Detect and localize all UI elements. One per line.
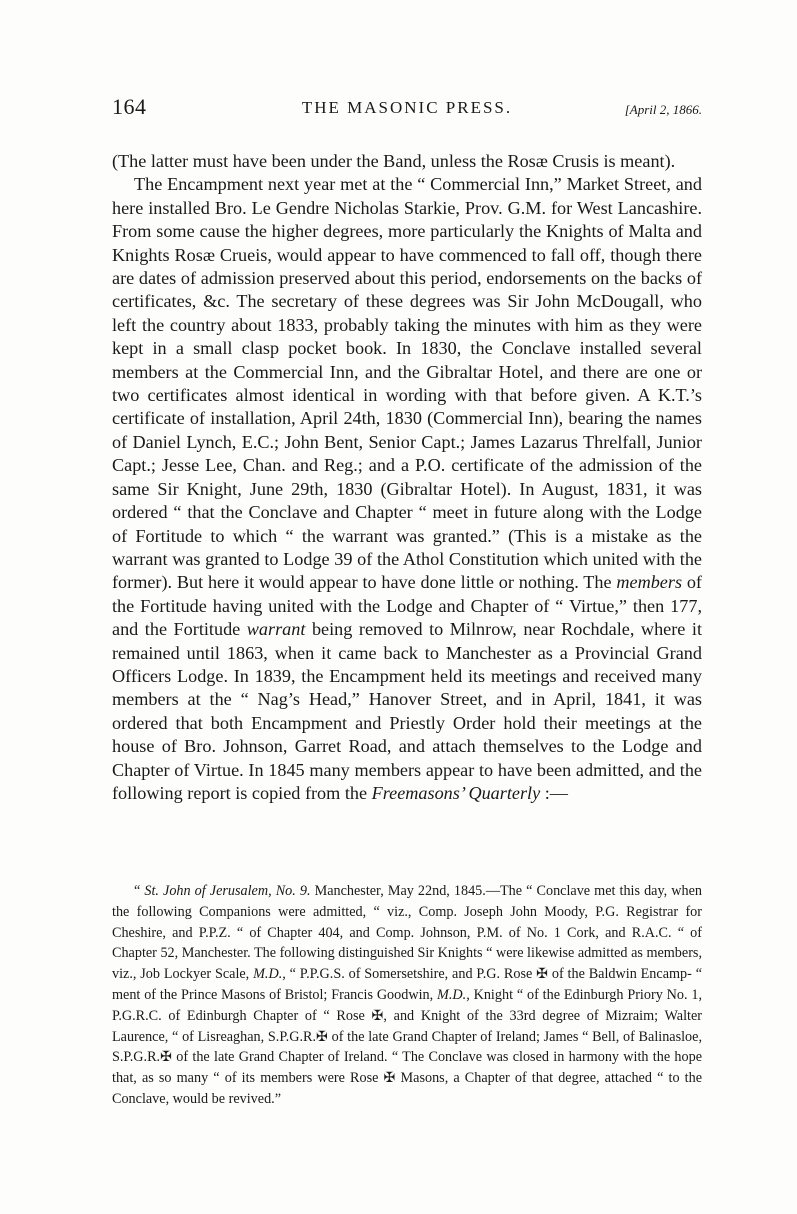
emphasis-members: members	[616, 572, 683, 593]
quote-md-2: M.D.,	[437, 986, 470, 1003]
emphasis-warrant: warrant	[246, 619, 306, 640]
quote-lodge-name: St. John of Jerusalem, No. 9.	[144, 883, 311, 899]
paragraph-2-part-d: :—	[540, 782, 568, 803]
quote-md-1: M.D.,	[253, 966, 286, 983]
quote-part-c: Knight “ of the Edinburgh Priory No. 1, P.G.R.C. of Edinburgh Chapter of “ Rose ✠, and Knight of the 33rd degree of Mizraim; Walter Laurence, “ of Lisreaghan, S.P.G.R.✠ of the late Grand Chapter of Ireland; James “ Bell, of Balinasloe, S.P.G.R.✠ of the late Grand Chapter of Ireland. “ The Conclave was closed in harmony with the hope that, as so many “ of its members were Rose ✠ Masons, a Chapter of that degree, attached “ to the Conclave, would be revived.”	[112, 986, 703, 1107]
paragraph-2-part-c: being removed to Milnrow, near Rochdale, where it remained until 1863, when it came back to Manchester as a Provincial Grand Officers Lodge. In 1839, the Encampment held its meetings and received many members at the “ Nag’s Head,” Hanover Street, and in April, 1841, it was ordered that both Encampment and Priestly Order hold their meetings at the house of Bro. Johnson, Garret Road, and attach themselves to the Lodge and Chapter of Virtue. In 1845 many members appear to have been admitted, and the following report is copied from the	[112, 619, 703, 803]
body-text	[112, 150, 702, 805]
paragraph-2-part-a: The Encampment next year met at the “ Commercial Inn,” Market Street, and here installed Bro. Le Gendre Nicholas Starkie, Prov. G.M. for West Lancashire. From some cause the higher degrees, more particularly the Knights of Malta and Knights Rosæ Crueis, would appear to have commenced to fall off, though there are dates of admission preserved about this period, endorsements on the backs of certificates, &c. The secretary of these degrees was Sir John McDougall, who left the country about 1833, probably taking the minutes with him as they were kept in a small clasp pocket book. In 1830, the Conclave installed several members at the Commercial Inn, and the Gibraltar Hotel, and there are one or two certificates almost identical in wording with that before given. A K.T.’s certificate of installation, April 24th, 1830 (Commercial Inn), bearing the names of Daniel Lynch, E.C.; John Bent, Senior Capt.; James Lazarus Threlfall, Junior Capt.; Jesse Lee, Chan. and Reg.; and a P.O. certificate of the admission of the same Sir Knight, June 29th, 1830 (Gibraltar Hotel). In August, 1831, it was ordered “ that the Conclave and Chapter “ meet in future along with the Lodge of Fortitude to which “ the warrant was granted.” (This is a mistake as the warrant was granted to Lodge 39 of the Athol Constitution which united with the former). But here it would appear to have done little or nothing. The	[112, 174, 702, 593]
paragraph-2	[112, 173, 702, 805]
quote-open: “	[134, 883, 145, 899]
quote-part-a: Manchester, May 22nd, 1845.—The “ Conclave met this day, when the following Companions were admitted, “ viz., Comp. Joseph John Moody, P.G. Registrar for Cheshire, and P.P.Z. “ of Chapter 404, and Comp. Johnson, P.M. of No. 1 Cork, and R.A.C. “ of Chapter 52, Manchester. The following distinguished Sir Knights “ were likewise admitted as members, viz., Job Lockyer Scale,	[112, 883, 702, 983]
paragraph-2-part-b: of the Fortitude having united with the Lodge and Chapter of “ Virtue,” then 177, and the Fortitude	[112, 572, 702, 640]
quote-part-b: “ P.P.G.S. of Somersetshire, and P.G. Rose ✠ of the Baldwin Encamp- “ ment of the Prince Masons of Bristol; Francis Goodwin,	[112, 966, 702, 1003]
source-title: Freemasons’ Quarterly	[371, 782, 541, 803]
page-header	[112, 94, 702, 124]
quoted-report	[112, 881, 702, 1110]
paragraph-1: (The latter must have been under the Band, unless the Rosæ Crusis is meant).	[112, 151, 676, 171]
running-title: THE MASONIC PRESS.	[301, 98, 513, 117]
header-date: [April 2, 1866.	[624, 102, 702, 117]
page-number: 164	[112, 94, 147, 119]
